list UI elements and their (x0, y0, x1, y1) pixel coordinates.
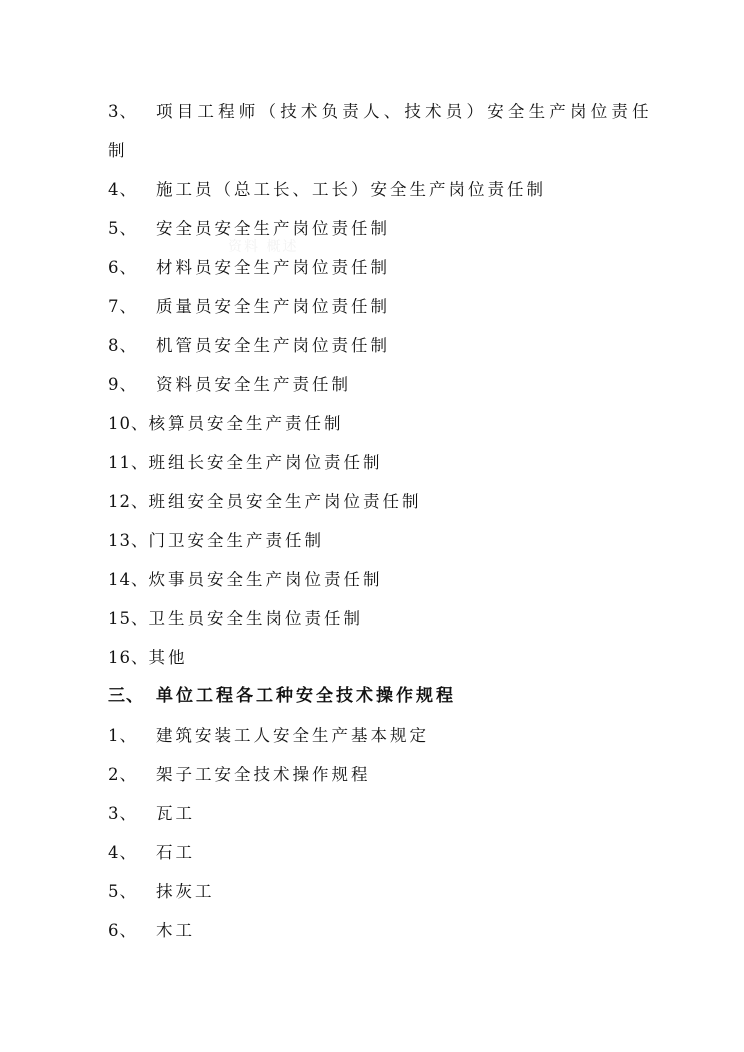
item-number: 5、 (108, 219, 137, 238)
item-text: 抹灰工 (156, 882, 215, 901)
list-item (108, 794, 668, 833)
list-item (108, 521, 668, 560)
item-number: 5、 (108, 882, 137, 901)
document-body (108, 92, 668, 950)
list-item (108, 872, 668, 911)
item-number: 12、 (108, 492, 149, 511)
item-text: 资料员安全生产责任制 (156, 375, 351, 394)
item-text: 其他 (148, 648, 188, 667)
list-item (108, 326, 668, 365)
item-text: 制 (108, 141, 128, 160)
list-item (108, 92, 668, 131)
item-number: 16、 (108, 648, 149, 667)
list-item (108, 599, 668, 638)
item-text: 项目工程师（技术负责人、技术员）安全生产岗位责任 (156, 102, 653, 121)
item-text: 材料员安全生产岗位责任制 (156, 258, 390, 277)
item-text: 门卫安全生产责任制 (148, 531, 324, 550)
item-text: 卫生员安全生岗位责任制 (148, 609, 363, 628)
item-number: 3、 (108, 804, 137, 823)
list-item (108, 482, 668, 521)
item-text: 架子工安全技术操作规程 (156, 765, 371, 784)
item-number: 6、 (108, 921, 137, 940)
item-number: 2、 (108, 765, 137, 784)
watermark: 资料 概述 (228, 239, 299, 255)
item-text: 安全员安全生产岗位责任制 (156, 219, 390, 238)
list-item (108, 560, 668, 599)
item-number: 4、 (108, 180, 137, 199)
list-item (108, 911, 668, 950)
item-number: 14、 (108, 570, 149, 589)
list-item (108, 248, 668, 287)
item-number: 15、 (108, 609, 149, 628)
item-text: 班组长安全生产岗位责任制 (148, 453, 383, 472)
item-text: 炊事员安全生产岗位责任制 (148, 570, 383, 589)
section-heading (108, 677, 668, 716)
item-number: 4、 (108, 843, 137, 862)
item-number: 11、 (108, 453, 149, 472)
section-title: 单位工程各工种安全技术操作规程 (156, 686, 456, 706)
list-item (108, 638, 668, 677)
list-item (108, 209, 668, 248)
list-item (108, 755, 668, 794)
item-number: 7、 (108, 297, 137, 316)
item-number: 13、 (108, 531, 149, 550)
list-item (108, 170, 668, 209)
item-text: 瓦工 (156, 804, 195, 823)
list-item (108, 833, 668, 872)
item-number: 9、 (108, 375, 137, 394)
item-text: 施工员（总工长、工长）安全生产岗位责任制 (156, 180, 546, 199)
list-item-continuation (108, 131, 668, 170)
item-text: 机管员安全生产岗位责任制 (156, 336, 390, 355)
item-number: 6、 (108, 258, 137, 277)
list-item (108, 404, 668, 443)
list-item (108, 716, 668, 755)
item-text: 核算员安全生产责任制 (148, 414, 344, 433)
list-item (108, 365, 668, 404)
item-text: 木工 (156, 921, 195, 940)
item-number: 3、 (108, 102, 137, 121)
section-number: 三、 (108, 686, 144, 706)
list-item (108, 443, 668, 482)
item-text: 质量员安全生产岗位责任制 (156, 297, 390, 316)
item-number: 10、 (108, 414, 149, 433)
item-text: 建筑安装工人安全生产基本规定 (156, 726, 429, 745)
list-item (108, 287, 668, 326)
item-number: 1、 (108, 726, 137, 745)
item-number: 8、 (108, 336, 137, 355)
item-text: 班组安全员安全生产岗位责任制 (148, 492, 422, 511)
item-text: 石工 (156, 843, 195, 862)
